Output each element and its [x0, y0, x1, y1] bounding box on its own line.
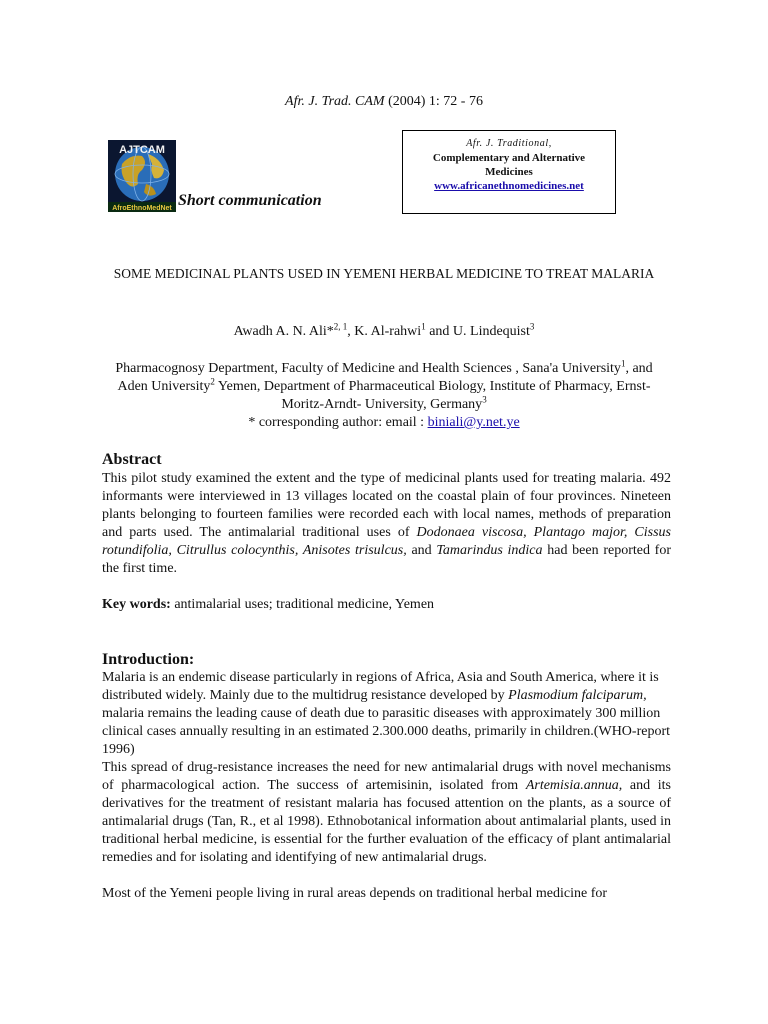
logo-subtitle: AfroEthnoMedNet: [112, 205, 172, 212]
intro-text: malaria remains the leading cause of death due to parasitic diseases with approximately 300 million clinical cases annually resulting in an estimated 2.300.000 deaths, primarily in children.(WHO-report 1996): [102, 706, 670, 757]
keywords: [102, 596, 671, 614]
author-name: U. Lindequist: [452, 324, 530, 339]
keywords-text: antimalarial uses; traditional medicine, Yemen: [170, 597, 435, 612]
abstract-text: This pilot study examined the extent and the type of medicinal plants used for treating malaria. 492 informants were interviewed in 13 villages located on the coastal plain of four provinces. Nineteen plants belonging to fourteen families were recorded each with local names, methods of preparation and parts used. The antimalarial traditional uses of: [102, 471, 671, 540]
abstract-heading: Abstract: [102, 451, 162, 468]
section-label: Short communication: [178, 192, 322, 209]
paper-title: SOME MEDICINAL PLANTS USED IN YEMENI HERBAL MEDICINE TO TREAT MALARIA: [113, 266, 655, 281]
keywords-label: Key words:: [102, 597, 171, 612]
journal-citation: [0, 94, 768, 110]
author-name: Awadh A. N. Ali*: [233, 324, 334, 339]
corresponding-label: * corresponding author: email :: [248, 415, 428, 430]
abstract-body: [102, 470, 671, 578]
species-name: Tamarindus indica: [436, 543, 543, 558]
intro-paragraph-2: [102, 759, 671, 867]
abstract-text: and: [406, 543, 437, 558]
affil-marker: 1: [620, 358, 626, 369]
journal-name-line2: Complementary and Alternative Medicines: [432, 152, 586, 178]
affiliation-text: , and Aden University: [117, 361, 653, 394]
author-list: [0, 321, 768, 340]
author-affil-marker: 1: [421, 321, 426, 332]
author-affil-marker: 3: [529, 321, 535, 332]
intro-paragraph-3: Most of the Yemeni people living in rural areas depends on traditional herbal medicine for: [102, 886, 608, 901]
intro-text: and its derivatives for the treatment of resistant malaria has focused attention on the plants, as a source of antimalarial drugs (Tan, R., et al 1998). Ethnobotanical information about antimalarial plants, used in traditional herbal medicine, is essential for the further evaluation of the efficacy of plant antimalarial remedies and for isolating and identifying of new antimalarial drugs.: [102, 778, 671, 865]
ajtcam-logo: [108, 140, 176, 212]
species-names: Dodonaea viscosa, Plantago major, Cissus rotundifolia, Citrullus colocynthis, Anisotes trisulcus,: [102, 525, 671, 558]
affil-marker: 3: [482, 394, 487, 405]
journal-name-line1: Afr. J. Traditional,: [466, 138, 552, 149]
affiliation-text: Pharmacognosy Department, Faculty of Medicine and Health Sciences , Sana'a University: [115, 361, 621, 376]
intro-paragraph-1: [102, 669, 671, 759]
intro-text: Malaria is an endemic disease particularly in regions of Africa, Asia and South America, where it is distributed widely. Mainly due to the multidrug resistance developed by: [102, 670, 659, 703]
species-name: Artemisia.annua,: [525, 778, 623, 793]
journal-abbrev: Afr. J. Trad. CAM: [285, 94, 385, 109]
introduction-heading: Introduction:: [102, 651, 195, 668]
affil-marker: 2: [210, 376, 215, 387]
author-separator: and: [425, 324, 453, 339]
affiliations: [110, 360, 658, 432]
author-name: K. Al-rahwi: [354, 324, 422, 339]
species-name: Plasmodium falciparum,: [508, 688, 647, 703]
journal-url-link[interactable]: www.africanethnomedicines.net: [434, 180, 584, 192]
author-affil-marker: 2, 1: [333, 321, 348, 332]
journal-info-box: [402, 130, 616, 214]
corresponding-email-link[interactable]: biniali@y.net.ye: [427, 415, 520, 430]
citation-details: (2004) 1: 72 - 76: [388, 94, 483, 109]
intro-text: This spread of drug-resistance increases the need for new antimalarial drugs with novel mechanisms of pharmacological action. The success of artemisinin, isolated from: [102, 760, 671, 793]
author-separator: ,: [347, 324, 355, 339]
affiliation-text: Yemen, Department of Pharmaceutical Biology, Institute of Pharmacy, Ernst-Moritz-Arndt- University, Germany: [214, 379, 651, 412]
logo-title: AJTCAM: [119, 144, 165, 156]
abstract-text: had been reported for the first time.: [102, 543, 672, 576]
